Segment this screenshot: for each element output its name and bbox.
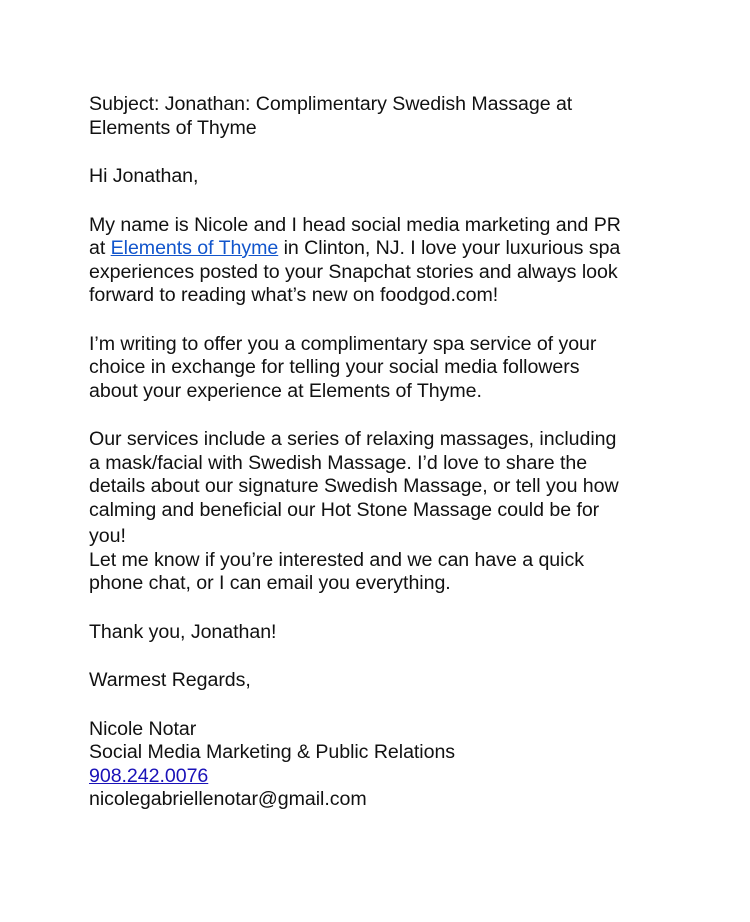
text-fragment: at	[89, 237, 111, 259]
paragraph-line: a mask/facial with Swedish Massage. I’d love to share the	[89, 451, 588, 474]
subject-line-1: Subject: Jonathan: Complimentary Swedish Massage at	[89, 93, 573, 115]
paragraph-line: about your experience at Elements of Thyme.	[89, 379, 482, 402]
greeting: Hi Jonathan,	[89, 165, 199, 187]
elements-of-thyme-link[interactable]: Elements of Thyme	[110, 237, 279, 259]
paragraph-intro	[89, 214, 689, 308]
text-fragment: in Clinton, NJ. I love your luxurious spa	[278, 237, 621, 259]
paragraph-line: Our services include a series of relaxing massages, including	[89, 428, 617, 450]
paragraph-line: My name is Nicole and I head social media marketing and PR	[89, 213, 621, 236]
paragraph-line: I’m writing to offer you a complimentary spa service of your	[89, 332, 597, 355]
phone-link[interactable]: 908.242.0076	[89, 764, 209, 787]
thanks-line: Thank you, Jonathan!	[89, 620, 277, 643]
paragraph-line: calming and beneficial our Hot Stone Massage could be for	[89, 498, 600, 521]
paragraph-line: phone chat, or I can email you everything.	[89, 572, 451, 594]
signature-name: Nicole Notar	[89, 717, 197, 740]
paragraph-line: Let me know if you’re interested and we can have a quick	[89, 548, 584, 571]
paragraph-line: choice in exchange for telling your social media followers	[89, 356, 580, 378]
paragraph-line: you!	[89, 525, 126, 547]
signature-email: nicolegabriellenotar@gmail.com	[89, 788, 367, 810]
subject-line-2: Elements of Thyme	[89, 116, 257, 139]
paragraph-services	[89, 428, 689, 596]
paragraph-offer	[89, 333, 689, 404]
signature-block	[89, 718, 689, 812]
paragraph-line: forward to reading what’s new on foodgod.com!	[89, 284, 499, 306]
closing-line: Warmest Regards,	[89, 669, 251, 691]
paragraph-line: experiences posted to your Snapchat stories and always look	[89, 260, 618, 283]
subject	[89, 93, 689, 140]
paragraph-line: details about our signature Swedish Massage, or tell you how	[89, 475, 619, 497]
signature-title: Social Media Marketing & Public Relations	[89, 741, 456, 763]
paragraph-line	[89, 237, 689, 261]
email-document	[89, 93, 689, 812]
